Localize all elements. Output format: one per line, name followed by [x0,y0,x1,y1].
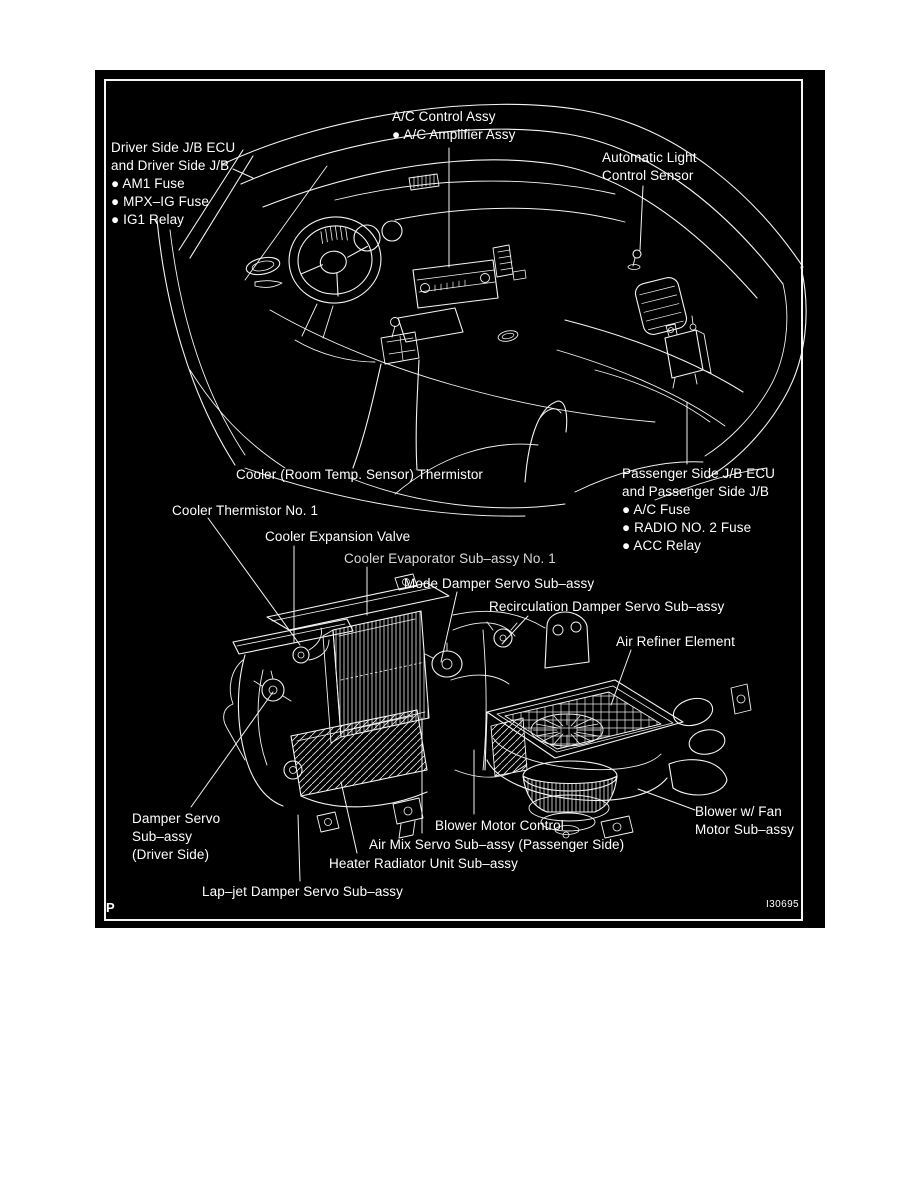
callout-text-line: Lap–jet Damper Servo Sub–assy [202,884,404,899]
callout-text-line: Damper Servo [132,811,221,826]
callout-blower-fan-motor [695,803,794,839]
callout-cooler-evaporator [344,550,556,568]
callout-recirculation-damper-servo [489,598,724,616]
callout-text-line: Cooler Evaporator Sub–assy No. 1 [344,551,556,566]
callout-text-line: Recirculation Damper Servo Sub–assy [489,599,725,614]
callout-text-line: A/C Control Assy [392,109,496,124]
leader-blower-fan [638,789,695,810]
callout-text-line: and Driver Side J/B [111,158,230,173]
door-mirror [245,255,282,278]
callout-air-refiner-element [616,633,735,651]
leader-heater-radiator [341,782,357,853]
callout-text-line: Driver Side J/B ECU [111,140,236,155]
callout-text-line: ● A/C Fuse [622,502,691,517]
side-vent [633,275,688,336]
callout-text-line: Blower Motor Control [435,818,564,833]
passenger-jb-box [665,316,711,388]
callout-text-line: (Driver Side) [132,847,210,862]
callout-text-line: Air Mix Servo Sub–assy (Passenger Side) [369,837,625,852]
light-sensor [628,250,641,270]
callout-passenger-jb [622,465,775,555]
callout-text-line: ● ACC Relay [622,538,702,553]
callout-damper-servo-driver [132,810,220,864]
callout-cooler-expansion-valve [265,528,410,546]
page-marker: P [106,900,115,915]
mode-damper-servo [425,643,462,677]
ac-control-unit [413,260,498,308]
callout-air-mix-servo [369,836,624,854]
heater-radiator [291,710,427,796]
callout-driver-jb [111,139,235,229]
callout-text-line: Sub–assy [132,829,193,844]
leader-lap-jet [298,815,300,881]
callout-text-line: Mode Damper Servo Sub–assy [404,576,595,591]
dashboard-illustration [157,104,806,516]
callout-text-line: and Passenger Side J/B [622,484,770,499]
leader-driver-jb [233,169,253,178]
callout-auto-light-sensor [602,149,697,185]
callout-text-line: Control Sensor [602,168,694,183]
callout-cooler-room-thermistor [236,466,483,484]
callout-text-line: Cooler (Room Temp. Sensor) Thermistor [236,467,484,482]
callout-text-line: Passenger Side J/B ECU [622,466,776,481]
callout-lap-jet-damper-servo [202,883,403,901]
callout-text-line: Automatic Light [602,150,697,165]
callout-text-line: ● AM1 Fuse [111,176,185,191]
callout-heater-radiator-unit [329,855,518,873]
callout-text-line: Blower w/ Fan [695,804,782,819]
leader-air-refiner [611,650,631,705]
callout-blower-motor-control [435,817,564,835]
leader-auto-light [640,186,643,250]
diagram-panel [95,70,825,928]
callout-text-line: ● IG1 Relay [111,212,185,227]
callout-text-line: Air Refiner Element [616,634,735,649]
callout-cooler-thermistor-no1 [172,502,318,520]
callout-text-line: Heater Radiator Unit Sub–assy [329,856,518,871]
callout-text-line: ● A/C Amplifier Assy [392,127,516,142]
callout-text-line: Cooler Expansion Valve [265,529,411,544]
callout-text-line: Cooler Thermistor No. 1 [172,503,319,518]
callout-text-line: ● RADIO NO. 2 Fuse [622,520,752,535]
callout-mode-damper-servo [404,575,594,593]
callout-text-line: ● MPX–IG Fuse [111,194,209,209]
figure-code: I30695 [766,899,799,910]
callout-ac-control-assy [392,108,515,144]
callout-text-line: Motor Sub–assy [695,822,794,837]
